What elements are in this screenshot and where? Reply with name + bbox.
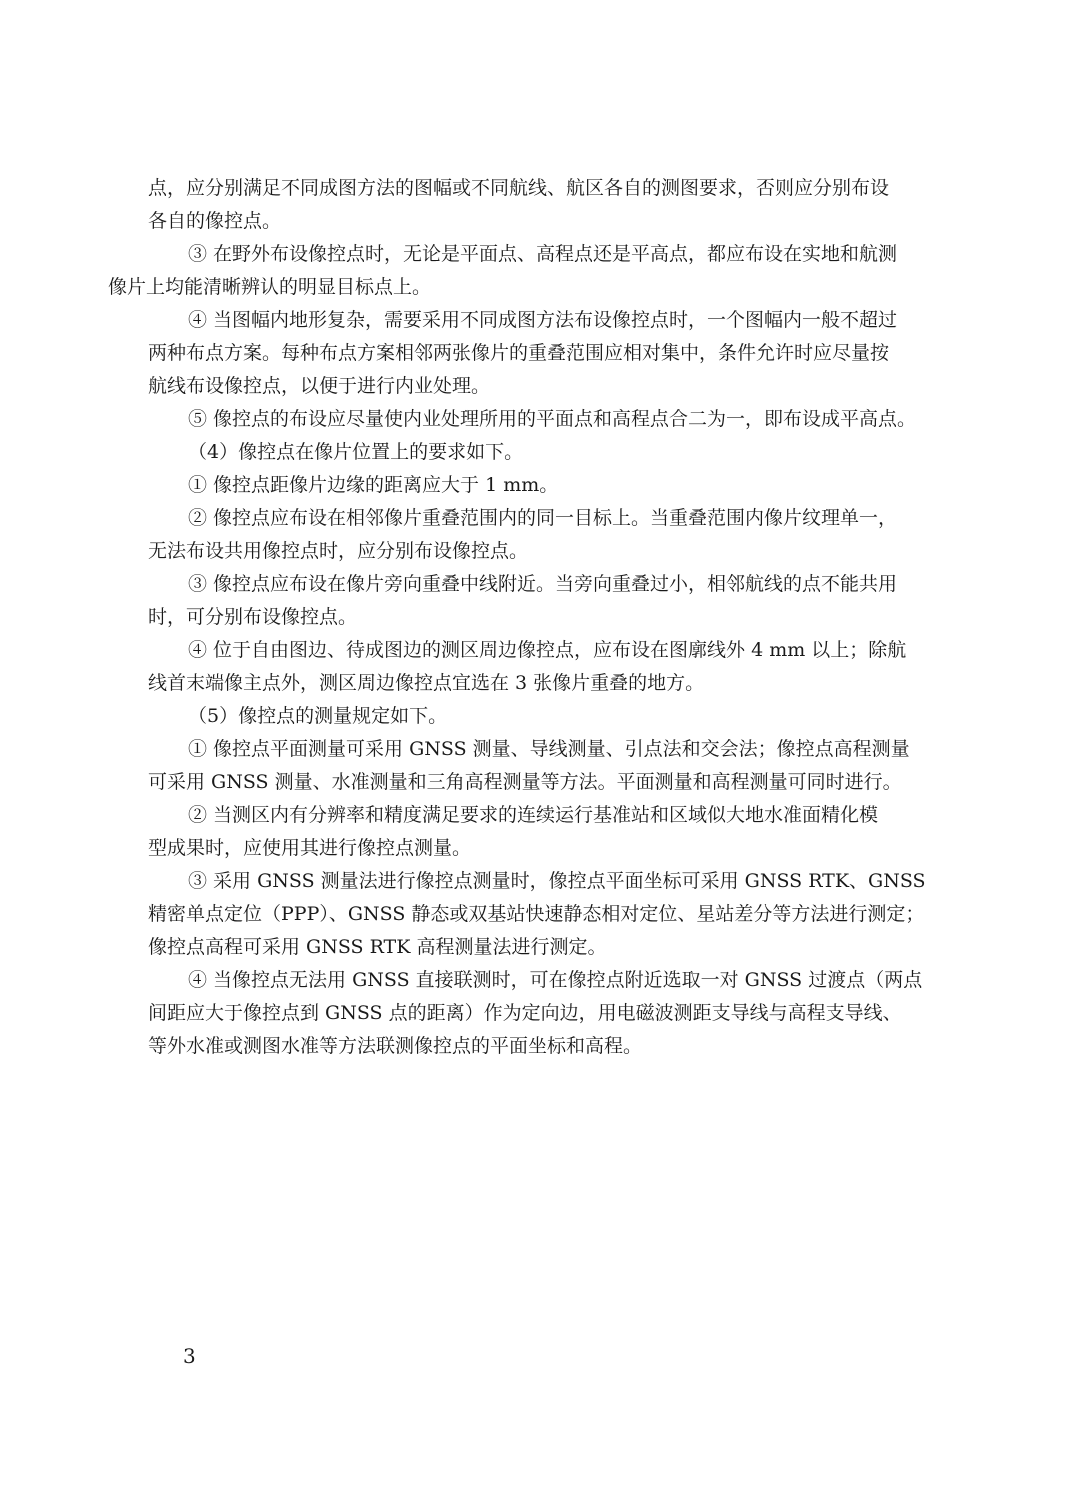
section-heading (148, 700, 986, 733)
paragraph (108, 238, 986, 304)
paragraph (148, 502, 986, 568)
text-line: 无法布设共用像控点时，应分别布设像控点。 (148, 540, 529, 562)
paragraph (148, 964, 986, 1063)
text-line: 精密单点定位（PPP）、GNSS 静态或双基站快速静态相对定位、星站差分等方法进行测定； (148, 903, 925, 925)
page-number: 3 (183, 1344, 196, 1368)
paragraph (148, 403, 986, 436)
text-line: 两种布点方案。每种布点方案相邻两张像片的重叠范围应相对集中，条件允许时应尽量按 (148, 342, 890, 364)
document-body (108, 172, 986, 1063)
text-line: 航线布设像控点，以便于进行内业处理。 (148, 375, 491, 397)
paragraph (148, 634, 986, 700)
text-line: ① 像控点平面测量可采用 GNSS 测量、导线测量、引点法和交会法；像控点高程测量 (188, 738, 910, 760)
text-line: ③ 像控点应布设在像片旁向重叠中线附近。当旁向重叠过小，相邻航线的点不能共用 (188, 573, 898, 595)
paragraph (148, 304, 986, 403)
paragraph (148, 469, 986, 502)
text-line: 像控点高程可采用 GNSS RTK 高程测量法进行测定。 (148, 936, 607, 958)
paragraph (148, 733, 986, 799)
text-line: ④ 当图幅内地形复杂，需要采用不同成图方法布设像控点时，一个图幅内一般不超过 (188, 309, 898, 331)
paragraph (148, 865, 986, 964)
text-line: 点，应分别满足不同成图方法的图幅或不同航线、航区各自的测图要求，否则应分别布设 (148, 177, 890, 199)
text-line: ② 像控点应布设在相邻像片重叠范围内的同一目标上。当重叠范围内像片纹理单一， (188, 507, 898, 529)
paragraph (148, 799, 986, 865)
text-line: 可采用 GNSS 测量、水准测量和三角高程测量等方法。平面测量和高程测量可同时进行。 (148, 771, 902, 793)
text-line: ④ 位于自由图边、待成图边的测区周边像控点，应布设在图廓线外 4 mm 以上；除航 (188, 639, 907, 661)
text-line: ① 像控点距像片边缘的距离应大于 1 mm。 (188, 474, 559, 496)
text-line: ③ 在野外布设像控点时，无论是平面点、高程点还是平高点，都应布设在实地和航测 (188, 243, 898, 265)
text-line: ② 当测区内有分辨率和精度满足要求的连续运行基准站和区域似大地水准面精化模 (188, 804, 879, 826)
text-line: 间距应大于像控点到 GNSS 点的距离）作为定向边，用电磁波测距支导线与高程支导线、 (148, 1002, 902, 1024)
paragraph (148, 172, 986, 238)
text-line: ③ 采用 GNSS 测量法进行像控点测量时，像控点平面坐标可采用 GNSS RTK、GNSS (188, 870, 926, 892)
text-line: 像片上均能清晰辨认的明显目标点上。 (108, 276, 432, 298)
text-line: （4）像控点在像片位置上的要求如下。 (188, 441, 524, 463)
text-line: 时，可分别布设像控点。 (148, 606, 358, 628)
text-line: 型成果时，应使用其进行像控点测量。 (148, 837, 472, 859)
paragraph (148, 568, 986, 634)
text-line: ⑤ 像控点的布设应尽量使内业处理所用的平面点和高程点合二为一，即布设成平高点。 (188, 408, 917, 430)
text-line: 等外水准或测图水准等方法联测像控点的平面坐标和高程。 (148, 1035, 643, 1057)
text-line: （5）像控点的测量规定如下。 (188, 705, 448, 727)
text-line: ④ 当像控点无法用 GNSS 直接联测时，可在像控点附近选取一对 GNSS 过渡点（两点 (188, 969, 923, 991)
section-heading (148, 436, 986, 469)
text-line: 各自的像控点。 (148, 210, 282, 232)
text-line: 线首末端像主点外，测区周边像控点宜选在 3 张像片重叠的地方。 (148, 672, 705, 694)
